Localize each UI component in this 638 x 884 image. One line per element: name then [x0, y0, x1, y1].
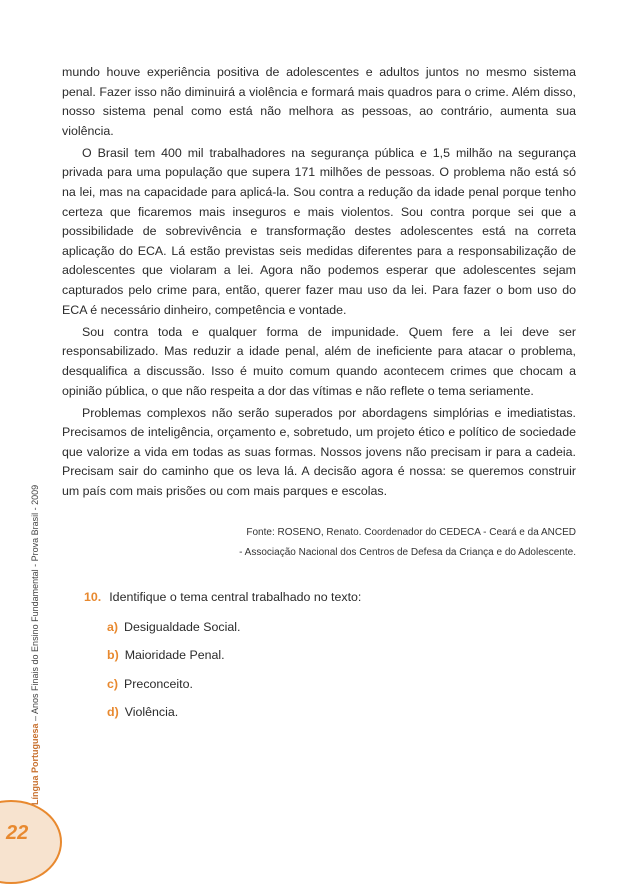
option-text: Desigualdade Social. — [124, 620, 241, 634]
option-text: Preconceito. — [124, 676, 193, 691]
answer-option-b[interactable] — [107, 646, 240, 674]
page-number: 22 — [6, 822, 29, 844]
source-line: Fonte: ROSENO, Renato. Coordenador do CEDECA - Ceará e da ANCED — [246, 527, 576, 538]
answer-option-d[interactable] — [107, 703, 240, 731]
paragraph: O Brasil tem 400 mil trabalhadores na segurança pública e 1,5 milhão na segurança privada para uma população que supera 171 milhões de pessoas. O problema não está só na lei, mas na capacidade para aplicá-la. Sou contra a redução da idade penal porque tenho certeza que ficaremos mais inseguros e mais violentos. Sou contra porque sei que a possibilidade de sobrevivência e transformação destes adolescentes está na correta aplicação do ECA. Lá estão previstas seis medidas diferentes para a responsabilização de adolescentes que violaram a lei. Agora não podemos esperar que adolescentes sejam capturados pelo crime para, então, querer fazer mau uso da lei. Para fazer o bom uso do ECA é necessário dinheiro, competência e vontade. — [62, 145, 576, 317]
question-number: 10. — [84, 590, 102, 604]
answer-option-c[interactable] — [107, 675, 240, 703]
paragraph: mundo houve experiência positiva de adolescentes e adultos juntos no mesmo sistema penal. Fazer isso não diminuirá a violência e formará mais quadros para o crime. Além disso, nosso sistema penal como está não melhora as pessoas, ao contrário, aumenta sua violência. — [62, 65, 576, 138]
question — [84, 590, 361, 604]
question-prompt: Identifique o tema central trabalhado no texto: — [109, 590, 362, 604]
sidebar — [0, 0, 56, 856]
exam-details: – Anos Finais do Ensino Fundamental - Prova Brasil - 2009 — [30, 484, 40, 724]
option-letter: c) — [107, 676, 119, 691]
paragraph: Problemas complexos não serão superados por abordagens simplórias e imediatistas. Precisamos de inteligência, orçamento e, sobretudo, um projeto ético e político de sociedade que valorize a vida em todas as suas formas. Nossos jovens não precisam ir para a cadeia. Precisam sair do caminho que os leva lá. A decisão agora é nossa: se queremos construir um país com mais prisões ou com mais parques e escolas. — [62, 405, 576, 498]
option-letter: a) — [107, 620, 119, 634]
source-citation — [156, 523, 576, 563]
option-letter: d) — [107, 705, 119, 720]
answer-options — [107, 618, 240, 732]
running-header — [30, 485, 40, 805]
source-line: - Associação Nacional dos Centros de Defesa da Criança e do Adolescente. — [239, 547, 576, 558]
option-text: Violência. — [124, 705, 179, 720]
option-text: Maioridade Penal. — [124, 648, 225, 663]
paragraph: Sou contra toda e qualquer forma de impunidade. Quem fere a lei deve ser responsabilizado. Mas reduzir a idade penal, além de ineficiente para atacar o problema, desqualifica a discussão. Isso é muito comum quando acontecem crimes que chocam a opinião pública, o que não respeita a dor das vítimas e não reflete o tema seriamente. — [62, 324, 576, 398]
option-letter: b) — [107, 648, 119, 663]
subject-label: Língua Portuguesa — [30, 723, 40, 805]
article-body — [62, 63, 576, 502]
answer-option-a[interactable] — [107, 618, 240, 646]
